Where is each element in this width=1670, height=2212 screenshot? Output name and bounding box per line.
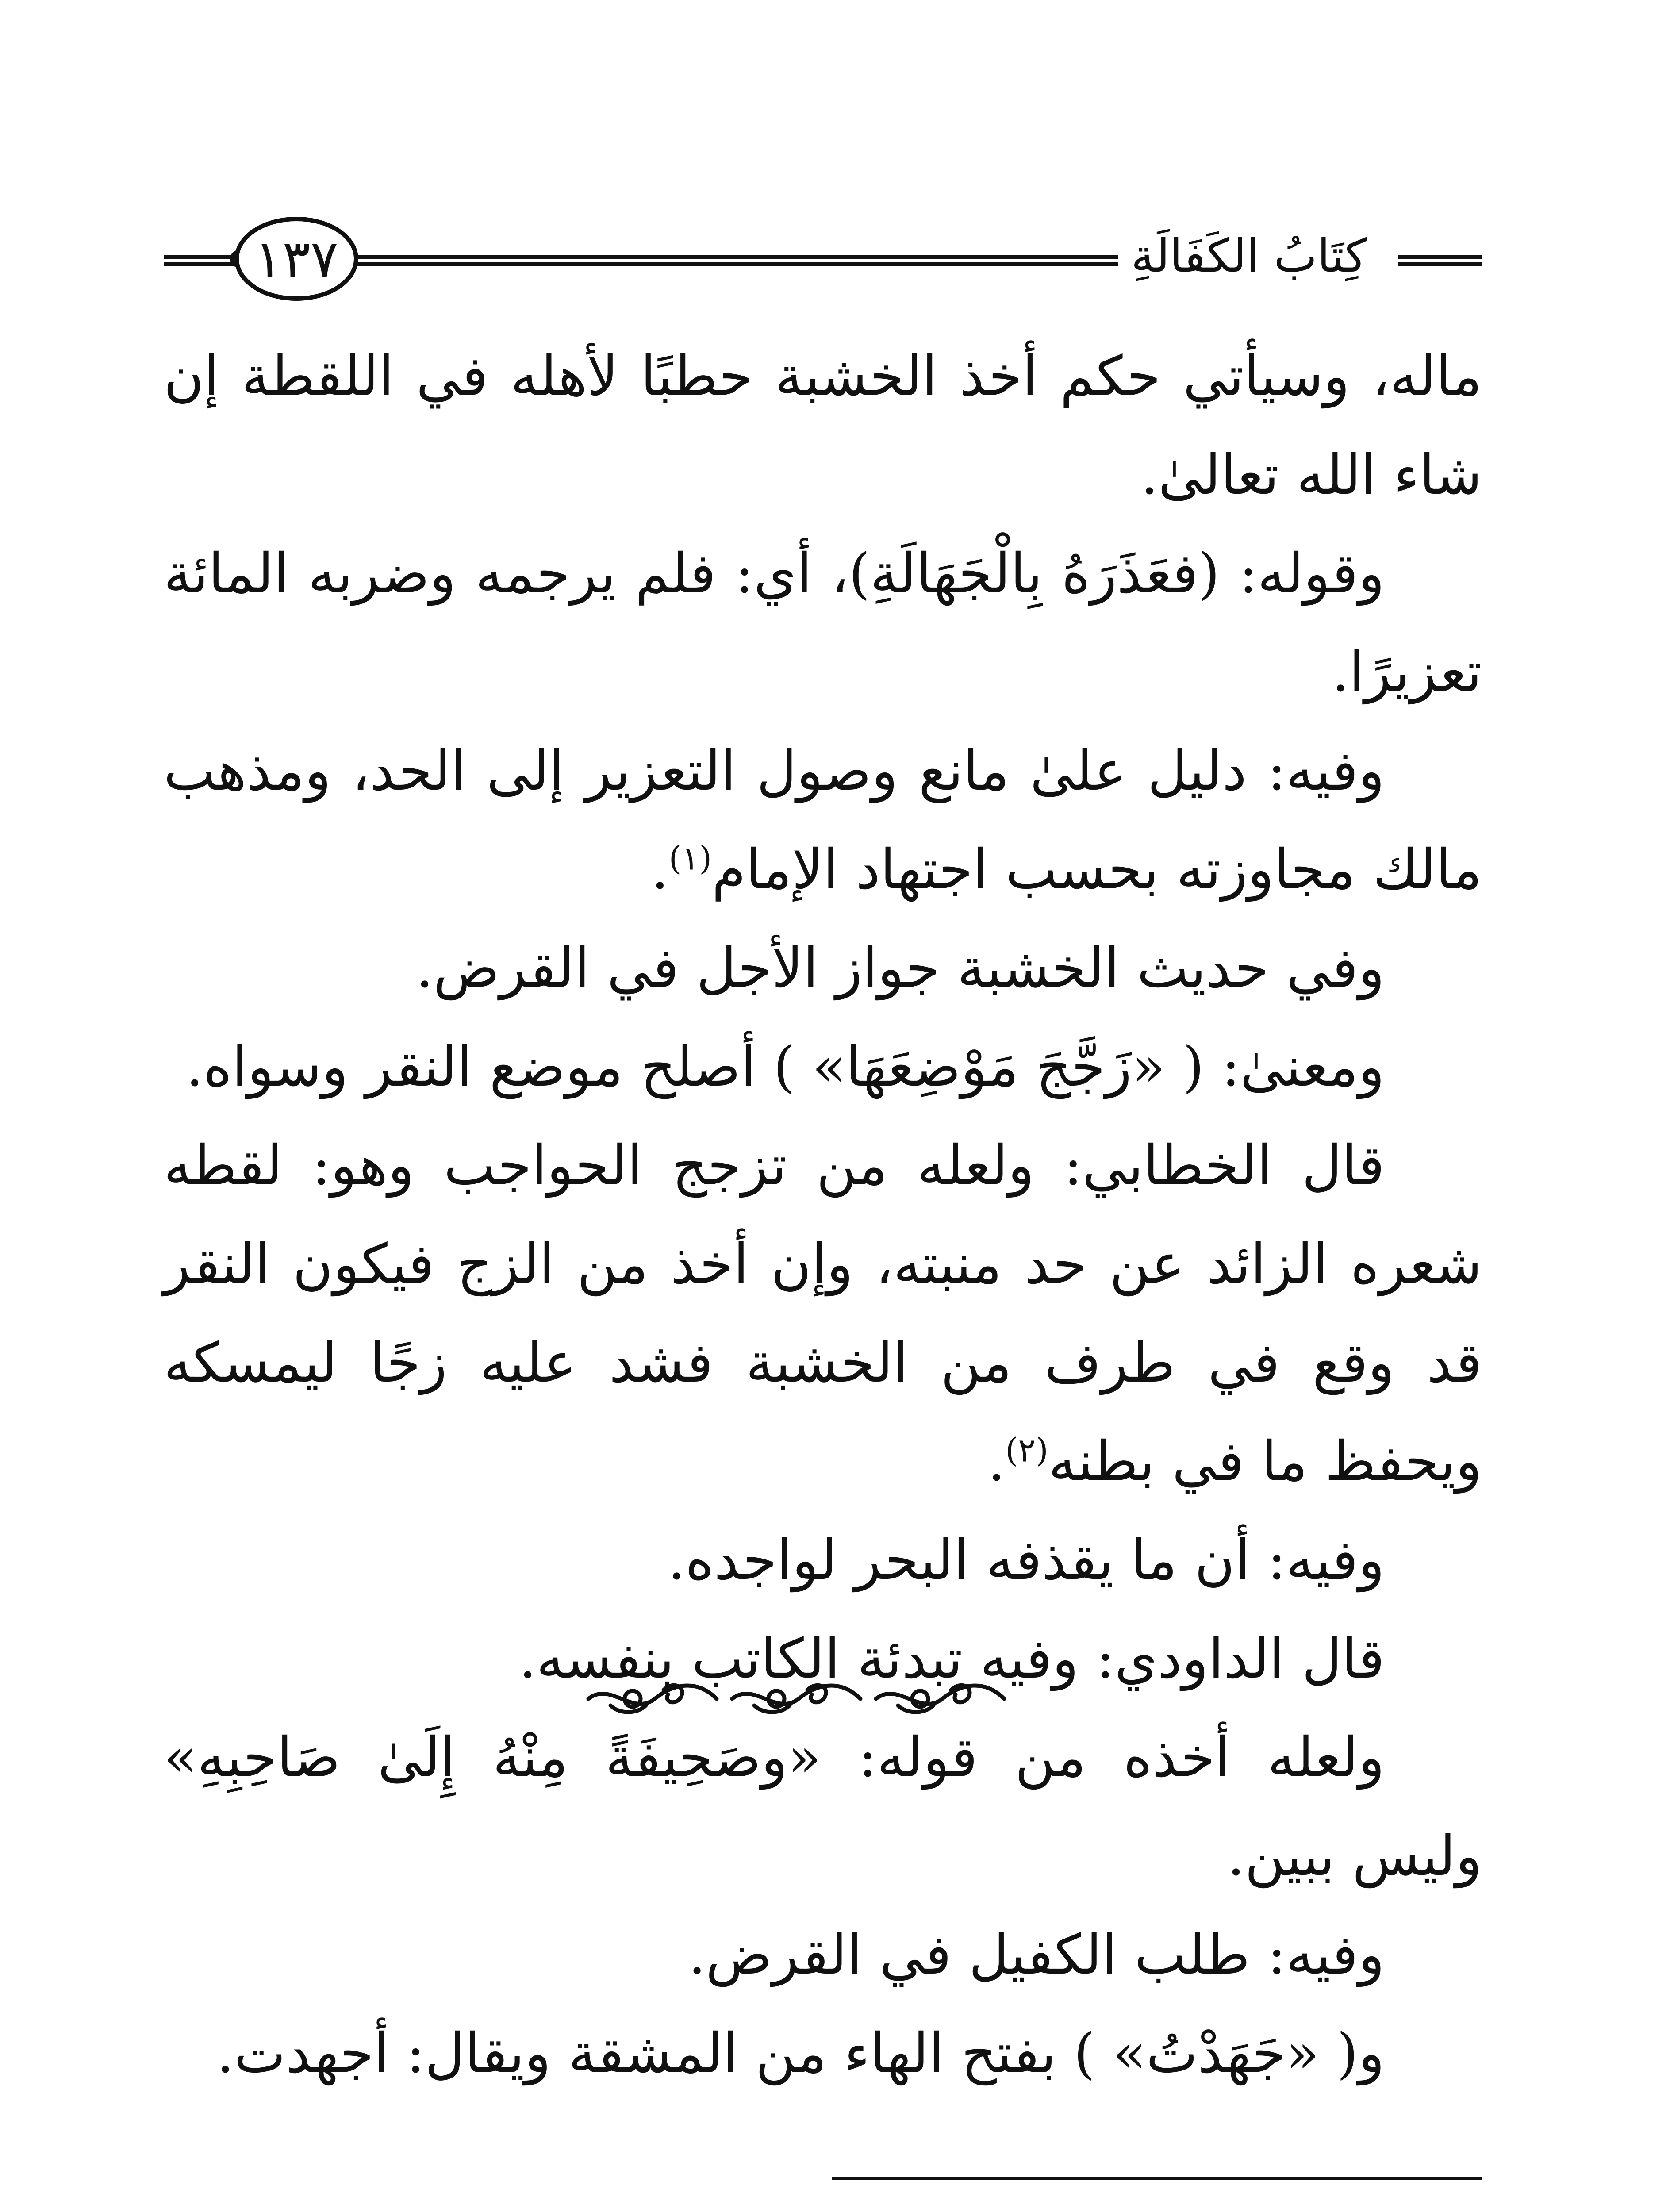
paragraph: وفي حديث الخشبة جواز الأجل في القرض. <box>416 937 1385 1000</box>
page-header <box>164 212 1482 310</box>
paragraph: ومعنىٰ: ( «زَجَّجَ مَوْضِعَهَا» ) أصلح موضع النقر وسواه. <box>186 1035 1385 1099</box>
paragraph: قال الخطابي: ولعله من تزجج الحواجب وهو: لقطه شعره الزائد عن حد منبته، وإن أخذ من الزج فيكون النقر قد وقع في طرف من الخشبة فشد عليه زجًا ليمسكه ويحفظ ما في بطنه$^{(٢)}$. <box>164 1134 1482 1494</box>
header-rule-right <box>1398 255 1482 266</box>
main-text <box>164 327 1482 2103</box>
paragraph: وفيه: أن ما يقذفه البحر لواجده. <box>668 1528 1385 1592</box>
paragraph: وفيه: طلب الكفيل في القرض. <box>688 1923 1385 1987</box>
paragraph: وقوله: (فعَذَرَهُ بِالْجَهَالَةِ)، أي: فلم يرجمه وضربه المائة تعزيرًا. <box>164 542 1482 704</box>
page-number-badge <box>234 217 358 301</box>
footnote-ref[interactable]: (٢) <box>1005 1431 1048 1470</box>
running-title: كِتَابُ الكَفَالَةِ <box>1118 228 1380 284</box>
paragraph: ولعله أخذه من قوله: «وصَحِيفَةً مِنْهُ إِلَىٰ صَاحِبِهِ» وليس ببين. <box>164 1726 1482 1888</box>
paragraph: وفيه: دليل علىٰ مانع وصول التعزير إلى الحد، ومذهب مالك مجاوزته بحسب اجتهاد الإمام$^{(١)}$. <box>164 739 1482 902</box>
paragraph: قال الداودي: وفيه تبدئة الكاتب بنفسه. <box>519 1627 1385 1691</box>
page-number: ١٣٧ <box>254 228 339 289</box>
floral-divider-icon <box>575 1672 1017 1725</box>
footnote-ref[interactable]: (١) <box>668 839 712 878</box>
footnote <box>442 2208 1482 2212</box>
footnote-separator <box>832 2177 1482 2180</box>
paragraph: ماله، وسيأتي حكم أخذ الخشبة حطبًا لأهله في اللقطة إن شاء الله تعالىٰ. <box>164 345 1482 507</box>
paragraph: و( «جَهَدْتُ» ) بفتح الهاء من المشقة ويقال: أجهدت. <box>216 2022 1385 2085</box>
header-rule-middle <box>349 255 1208 266</box>
footnotes <box>442 2208 1482 2212</box>
footnote-number <box>1416 2208 1482 2212</box>
